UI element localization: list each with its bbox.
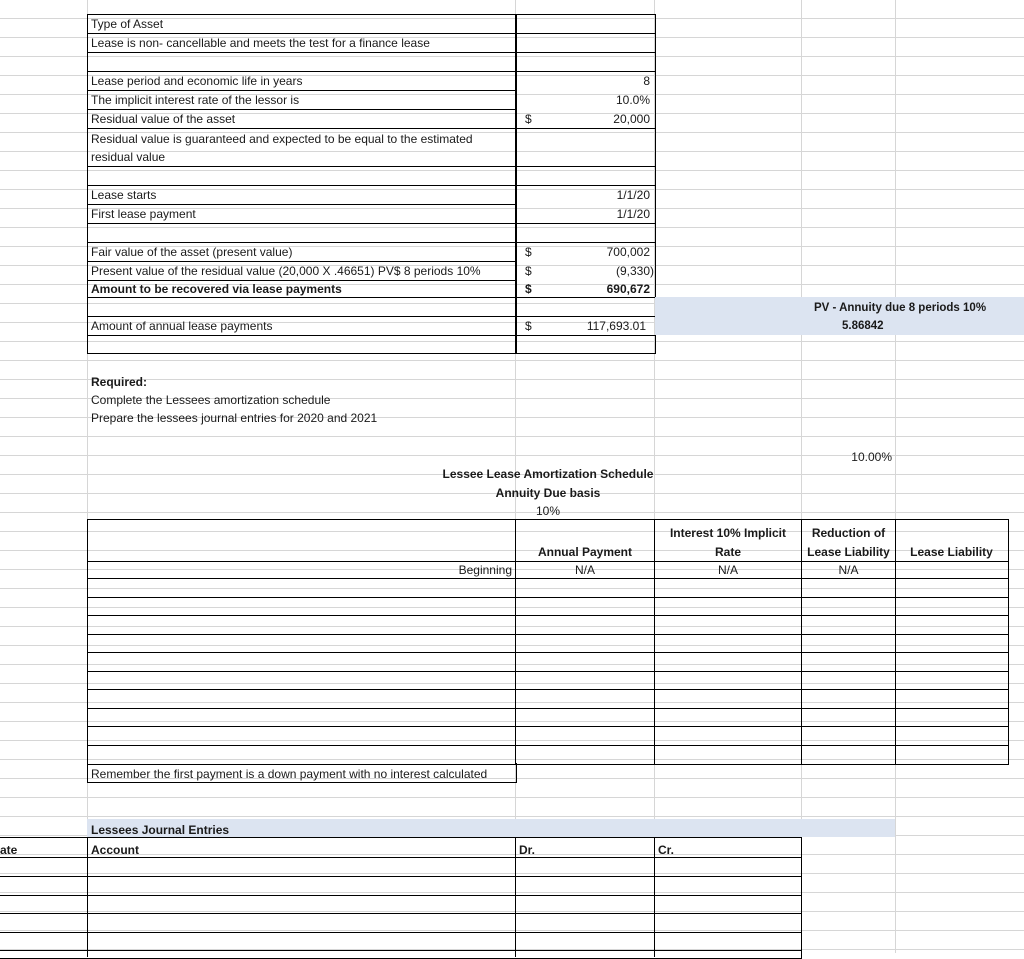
lease-starts-label: Lease starts xyxy=(91,188,157,202)
dollar-sign: $ xyxy=(525,282,532,296)
recovered-label: Amount to be recovered via lease payments xyxy=(91,282,342,296)
schedule-title: Lessee Lease Amortization Schedule xyxy=(442,467,654,481)
journal-col-date: ate xyxy=(0,843,18,857)
pv-residual-amount: (9,330) xyxy=(615,264,654,278)
residual-value-amount: 20,000 xyxy=(613,112,650,126)
col-annual-payment: Annual Payment xyxy=(537,545,633,559)
schedule-subtitle: Annuity Due basis xyxy=(495,486,601,500)
interest-rate-value: 10.0% xyxy=(615,93,650,107)
schedule-note: Remember the first payment is a down payment with no interest calculated xyxy=(91,767,488,781)
schedule-rate: 10% xyxy=(535,504,561,518)
info-label-box xyxy=(87,14,517,354)
required-line1: Complete the Lessees amortization schedule xyxy=(91,393,331,407)
beginning-reduction: N/A xyxy=(838,563,859,577)
first-payment-label: First lease payment xyxy=(91,207,196,221)
finance-lease-note: Lease is non- cancellable and meets the test for a finance lease xyxy=(91,36,430,50)
first-payment-value: 1/1/20 xyxy=(616,207,650,221)
journal-col-account: Account xyxy=(91,843,139,857)
col-lease-liability: Lease Liability xyxy=(910,545,993,559)
col-reduction-line1: Reduction of xyxy=(811,526,886,540)
fair-value-amount: 700,002 xyxy=(606,245,650,259)
residual-value-label: Residual value of the asset xyxy=(91,112,236,126)
required-heading: Required: xyxy=(91,375,148,389)
type-of-asset-label: Type of Asset xyxy=(91,17,164,31)
annual-payment-amount: 117,693.01 xyxy=(586,319,646,333)
col-interest-line2: Rate xyxy=(714,545,741,559)
lease-period-label: Lease period and economic life in years xyxy=(91,74,303,88)
beginning-interest: N/A xyxy=(717,563,738,577)
required-line2: Prepare the lessees journal entries for 2020 and 2021 xyxy=(91,411,378,425)
beginning-payment: N/A xyxy=(574,563,595,577)
pv-annuity-value: 5.86842 xyxy=(842,320,884,332)
rate-cell: 10.00% xyxy=(851,450,892,464)
lease-period-value: 8 xyxy=(643,74,650,88)
col-interest-line1: Interest 10% Implicit xyxy=(669,526,787,540)
dollar-sign: $ xyxy=(525,319,532,333)
dollar-sign: $ xyxy=(525,245,532,259)
journal-col-dr: Dr. xyxy=(519,843,536,857)
fair-value-label: Fair value of the asset (present value) xyxy=(91,245,293,259)
dollar-sign: $ xyxy=(525,264,532,278)
journal-col-cr: Cr. xyxy=(658,843,675,857)
dollar-sign: $ xyxy=(525,112,532,126)
residual-guaranteed-line1: Residual value is guaranteed and expected to be equal to the estimated xyxy=(91,132,473,146)
pv-residual-label: Present value of the residual value (20,000 X .46651) PV$ 8 periods 10% xyxy=(91,264,481,278)
annual-payment-label: Amount of annual lease payments xyxy=(91,319,273,333)
pv-annuity-label: PV - Annuity due 8 periods 10% xyxy=(813,302,987,314)
journal-heading: Lessees Journal Entries xyxy=(91,823,230,837)
interest-rate-label: The implicit interest rate of the lessor is xyxy=(91,93,300,107)
recovered-amount: 690,672 xyxy=(606,282,650,296)
residual-guaranteed-line2: residual value xyxy=(91,150,166,164)
beginning-label: Beginning xyxy=(458,563,512,577)
col-reduction-line2: Lease Liability xyxy=(807,545,890,559)
info-value-box xyxy=(515,14,656,354)
lease-starts-value: 1/1/20 xyxy=(616,188,650,202)
